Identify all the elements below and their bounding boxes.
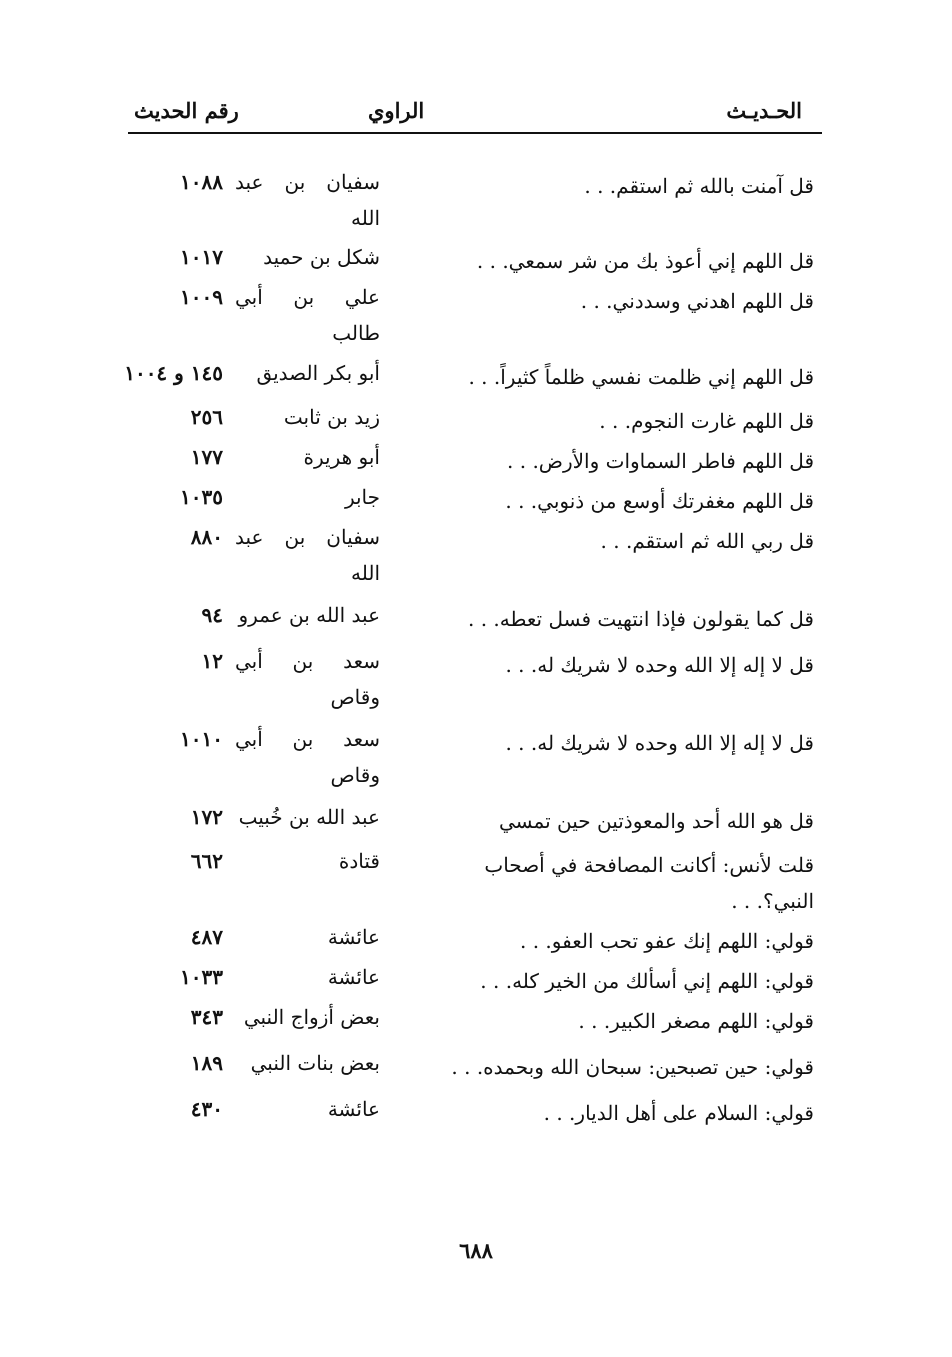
table-header: [128, 92, 822, 134]
header-narrator: الراوي: [368, 98, 425, 123]
narrator-name: زيد بن ثابت: [283, 405, 380, 429]
hadith-text: قل لا إله إلا الله وحده لا شريك له. . .: [505, 731, 814, 755]
narrator-name: سعد بن أبي وقاص: [235, 649, 380, 709]
page-number: ٦٨٨: [459, 1238, 493, 1263]
table-row: [128, 919, 822, 959]
table-row: [128, 843, 822, 919]
hadith-text: قل اللهم مغفرتك أوسع من ذنوبي. . .: [505, 489, 814, 513]
hadith-text: قل آمنت بالله ثم استقم. . .: [584, 174, 814, 198]
hadith-number: ٣٤٣: [190, 1005, 223, 1029]
header-hadith-number: رقم الحديث: [134, 98, 239, 123]
hadith-text: قولي: حين تصبحين: سبحان الله وبحمده. . .: [451, 1055, 814, 1079]
hadith-number: ١٠٨٨: [180, 170, 223, 194]
table-row: [128, 439, 822, 479]
narrator-name: جابر: [344, 485, 380, 509]
hadith-text: قل اللهم غارت النجوم. . .: [599, 409, 814, 433]
table-row: [128, 721, 822, 793]
hadith-number: ٩٤: [201, 603, 223, 627]
hadith-number: ٢٥٦: [190, 405, 223, 429]
table-row: [128, 164, 822, 236]
hadith-number: ١٢: [201, 649, 223, 673]
hadith-number: ١٤٥ و ١٠٠٤: [124, 361, 223, 385]
narrator-name: قتادة: [338, 849, 380, 873]
table-row: [128, 1091, 822, 1131]
table-row: [128, 279, 822, 351]
hadith-number: ٤٣٠: [190, 1097, 223, 1121]
narrator-name: علي بن أبي طالب: [235, 285, 380, 345]
hadith-number: ٦٦٢: [190, 849, 223, 873]
hadith-text: قل هو الله أحد والمعوذتين حين تمسي: [499, 809, 814, 833]
hadith-text: قلت لأنس: أكانت المصافحة في أصحاب النبي؟. . .: [484, 853, 814, 913]
hadith-number: ١٨٩: [190, 1051, 223, 1075]
table-row: [128, 479, 822, 519]
hadith-text: قل اللهم اهدني وسددني. . .: [580, 289, 814, 313]
narrator-name: بعض أزواج النبي: [243, 1005, 380, 1029]
hadith-number: ١٠٠٩: [180, 285, 223, 309]
hadith-text: قولي: اللهم إني أسألك من الخير كله. . .: [480, 969, 814, 993]
narrator-name: سعد بن أبي وقاص: [235, 727, 380, 787]
hadith-number: ١٠٣٥: [180, 485, 223, 509]
hadith-number: ١٧٢: [190, 805, 223, 829]
hadith-text: قل ربي الله ثم استقم. . .: [600, 529, 814, 553]
hadith-text: قولي: السلام على أهل الديار. . .: [543, 1101, 814, 1125]
hadith-text: قولي: اللهم مصغر الكبير. . .: [578, 1009, 814, 1033]
narrator-name: عبد الله بن عمرو: [238, 603, 380, 627]
narrator-name: عبد الله بن خُبيب: [238, 805, 380, 829]
narrator-name: شكل بن حميد: [263, 245, 380, 269]
hadith-text: قل اللهم إني أعوذ بك من شر سمعي. . .: [476, 249, 814, 273]
narrator-name: أبو هريرة: [303, 445, 380, 469]
table-row: [124, 355, 822, 395]
hadith-number: ١٠٣٣: [180, 965, 223, 989]
hadith-text: قل لا إله إلا الله وحده لا شريك له. . .: [505, 653, 814, 677]
hadith-number: ١٠١٧: [180, 245, 223, 269]
hadith-text: قل اللهم إني ظلمت نفسي ظلماً كثيراً. . .: [468, 365, 814, 389]
table-row: [128, 239, 822, 279]
table-row: [128, 597, 822, 637]
hadith-text: قل كما يقولون فإذا انتهيت فسل تعطه. . .: [467, 607, 814, 631]
hadith-text: قل اللهم فاطر السماوات والأرض. . .: [507, 449, 814, 473]
hadith-index-list: [124, 164, 822, 1131]
narrator-name: سفيان بن عبد الله: [235, 525, 380, 585]
narrator-name: عائشة: [327, 1097, 380, 1121]
hadith-number: ٤٨٧: [190, 925, 223, 949]
table-row: [128, 519, 822, 591]
header-hadith: الحـديـث: [726, 98, 802, 123]
table-row: [128, 799, 822, 839]
table-row: [128, 643, 822, 715]
narrator-name: بعض بنات النبي: [250, 1051, 380, 1075]
narrator-name: عائشة: [327, 925, 380, 949]
hadith-number: ٨٨٠: [190, 525, 223, 549]
table-row: [128, 999, 822, 1039]
hadith-number: ١٠١٠: [180, 727, 223, 751]
table-row: [128, 1045, 822, 1085]
hadith-text: قولي: اللهم إنك عفو تحب العفو. . .: [520, 929, 814, 953]
narrator-name: سفيان بن عبد الله: [235, 170, 380, 230]
table-row: [128, 959, 822, 999]
narrator-name: أبو بكر الصديق: [256, 361, 380, 385]
narrator-name: عائشة: [327, 965, 380, 989]
hadith-number: ١٧٧: [190, 445, 223, 469]
table-row: [128, 399, 822, 439]
